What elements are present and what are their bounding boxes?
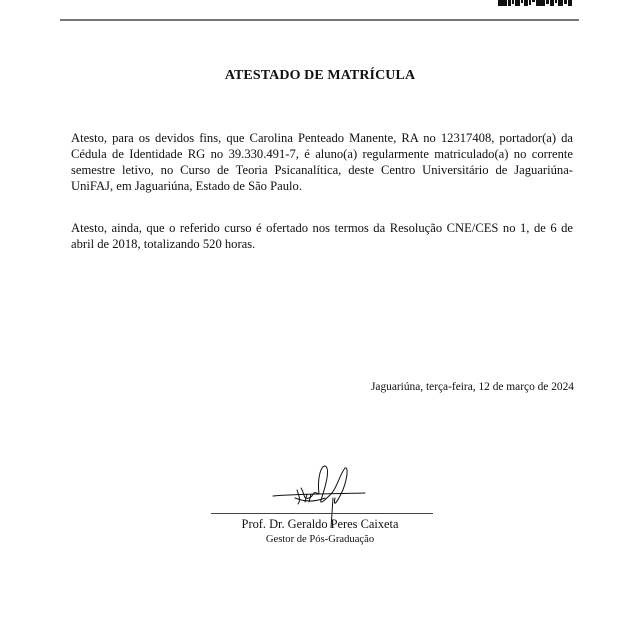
paragraph-course-terms: Atesto, ainda, que o referido curso é ofertado nos termos da Resolução CNE/CES no 1, de 6 de abril de 2018, totalizando 520 horas. xyxy=(71,221,573,251)
place-and-date: Jaguariúna, terça-feira, 12 de março de 2024 xyxy=(370,381,574,393)
header-divider xyxy=(60,19,579,21)
signature-line xyxy=(211,513,433,514)
signer-name: Prof. Dr. Geraldo Peres Caixeta xyxy=(241,517,399,531)
paragraph-enrollment: Atesto, para os devidos fins, que Carolina Penteado Manente, RA no 12317408, portador(a) da Cédula de Identidade RG no 39.330.491-7, é aluno(a) regularmente matriculado(a) no corrente semestre letivo, no Curso de Teoria Psicanalítica, deste Centro Universitário de Jaguariúna- UniFAJ, em Jaguariúna, Estado de São Paulo. xyxy=(71,131,573,193)
signer-role: Gestor de Pós-Graduação xyxy=(265,534,375,545)
document-title: ATESTADO DE MATRÍCULA xyxy=(224,68,416,83)
qr-code-icon xyxy=(498,0,578,6)
